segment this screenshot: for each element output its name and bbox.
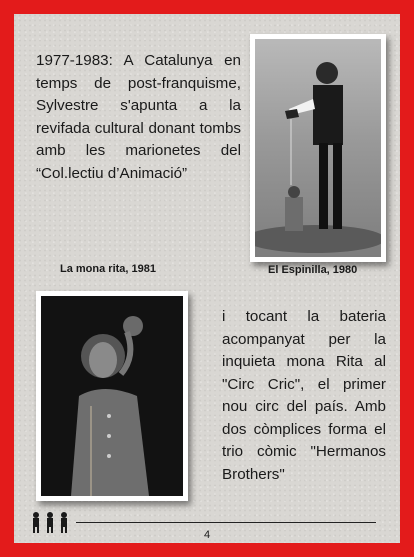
paragraph-bottom: i tocant la bateria acompanyat per la inquieta mona Rita al "Circ Cric", el primer nou circ del país. Amb dos còmplices forma el trio còmic "Hermanos Brothers"	[222, 308, 386, 483]
three-figures-icon	[30, 510, 74, 534]
page-number: 4	[204, 529, 211, 541]
footer-divider	[76, 522, 376, 523]
page	[14, 14, 400, 543]
photo-la-mona-rita	[36, 291, 188, 501]
paragraph-top: 1977-1983: A Catalunya en temps de post-franquisme, Sylvestre s'apunta a la revifada cultural donant tombs amb les marionetes del “Col.lectiu d’Animació”	[36, 52, 241, 182]
caption-right: El Espinilla, 1980	[268, 264, 358, 276]
photo-el-espinilla	[250, 34, 386, 262]
caption-left: La mona rita, 1981	[60, 263, 156, 275]
